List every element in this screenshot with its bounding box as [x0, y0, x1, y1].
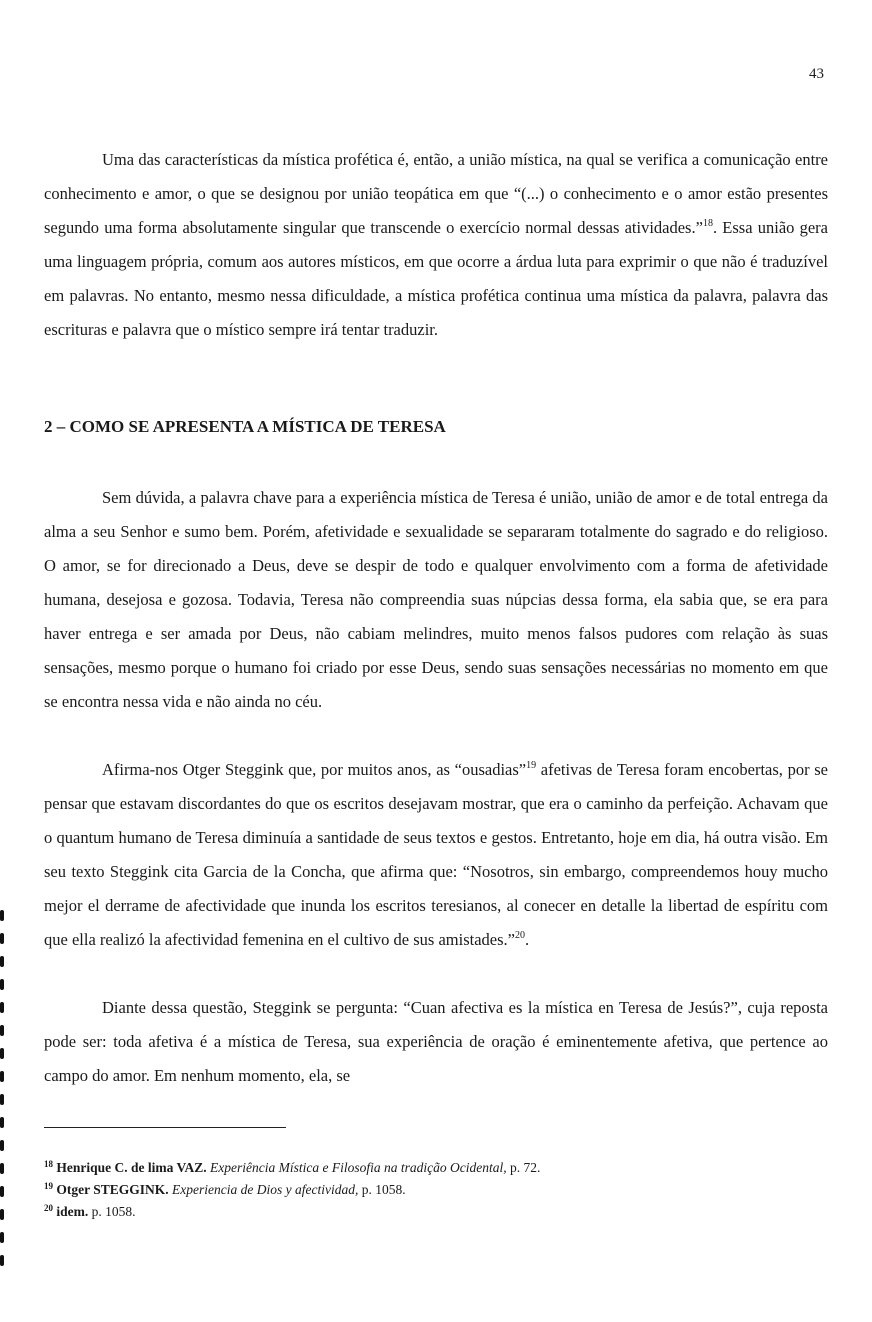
footnote-author: idem.	[56, 1204, 89, 1219]
binder-holes	[0, 910, 6, 1310]
binder-mark	[0, 910, 4, 921]
section-heading: 2 – COMO SE APRESENTA A MÍSTICA DE TERESA	[44, 417, 446, 436]
binder-mark	[0, 1232, 4, 1243]
footnote-ref-18: 18	[702, 218, 713, 229]
footnote-title: Experiencia de Dios y afectividad,	[172, 1182, 359, 1197]
paragraph-1-text: Uma das características da mística profética é, então, a união mística, na qual se verifica a comunicação entre conhecimento e amor, o que se designou por união teopática em que “(...) o conhecimento e o amor estão presentes segundo uma forma absolutamente singular que transcende o exercício normal dessas atividades.”	[44, 150, 828, 237]
paragraph-3-text-end: .	[524, 930, 530, 949]
footnote-ref-20: 20	[514, 930, 525, 941]
paragraph-4: Diante dessa questão, Steggink se pergunta: “Cuan afectiva es la mística en Teresa de Jesús?”, cuja reposta pode ser: toda afetiva é a mística de Teresa, sua experiência de oração é eminentemente afetiva, que pertence ao campo do amor. Em nenhum momento, ela, se	[44, 998, 828, 1085]
paragraph-1	[44, 143, 828, 347]
footnote-page: p. 1058.	[361, 1182, 406, 1197]
footnote-19	[44, 1177, 540, 1199]
binder-mark	[0, 1140, 4, 1151]
binder-mark	[0, 1071, 4, 1082]
footnote-author: Henrique C. de lima VAZ.	[56, 1160, 207, 1175]
paragraph-1-text-cont: . Essa união gera uma linguagem própria, comum aos autores místicos, em que ocorre a árdua luta para exprimir o que não é traduzível em palavras. No entanto, mesmo nessa dificuldade, a mística profética continua uma mística da palavra, palavra das escrituras e palavra que o místico sempre irá tentar traduzir.	[44, 218, 828, 339]
binder-mark	[0, 1209, 4, 1220]
binder-mark	[0, 956, 4, 967]
paragraph-2: Sem dúvida, a palavra chave para a experiência mística de Teresa é união, união de amor e de total entrega da alma a seu Senhor e sumo bem. Porém, afetividade e sexualidade se separaram totalmente do sagrado e do religioso. O amor, se for direcionado a Deus, deve se despir de todo e qualquer envolvimento com a forma de afetividade humana, desejosa e gozosa. Todavia, Teresa não compreendia suas núpcias dessa forma, ela sabia que, se era para haver entrega e ser amada por Deus, não cabiam melindres, muito menos falsos pudores com relação às suas sensações, mesmo porque o humano foi criado por esse Deus, sendo suas sensações necessárias no momento em que se encontra nessa vida e não ainda no céu.	[44, 488, 828, 711]
binder-mark	[0, 1094, 4, 1105]
footnote-18	[44, 1155, 540, 1177]
binder-mark	[0, 1048, 4, 1059]
binder-mark	[0, 1255, 4, 1266]
footnote-page: p. 1058.	[91, 1204, 136, 1219]
footnote-title: Experiência Mística e Filosofia na tradição Ocidental,	[210, 1160, 507, 1175]
footnote-divider	[44, 1127, 286, 1128]
footnote-author: Otger STEGGINK.	[56, 1182, 169, 1197]
footnote-number: 19	[44, 1181, 53, 1191]
binder-mark	[0, 1002, 4, 1013]
footnote-ref-19: 19	[526, 760, 537, 771]
binder-mark	[0, 1117, 4, 1128]
paragraph-3-text: Afirma-nos Otger Steggink que, por muitos anos, as “ousadias”	[102, 760, 527, 779]
page-number: 43	[809, 66, 824, 82]
footnotes	[44, 1155, 540, 1221]
paragraph-3	[44, 753, 828, 957]
binder-mark	[0, 933, 4, 944]
footnote-20	[44, 1199, 540, 1221]
footnote-page: p. 72.	[509, 1160, 541, 1175]
binder-mark	[0, 1025, 4, 1036]
footnote-number: 18	[44, 1159, 53, 1169]
binder-mark	[0, 979, 4, 990]
paragraph-3-text-cont: afetivas de Teresa foram encobertas, por se pensar que estavam discordantes do que os escritos desejavam mostrar, que era o caminho da perfeição. Achavam que o quantum humano de Teresa diminuía a santidade de seus textos e gestos. Entretanto, hoje em dia, há outra visão. Em seu texto Steggink cita Garcia de la Concha, que afirma que: “Nosotros, sin embargo, compreendemos houy mucho mejor el derrame de afectividade que inunda los escritos teresianos, al conecer en detalle la libertad de espíritu com que ella realizó la afectividad femenina en el cultivo de sus amistades.”	[44, 760, 828, 949]
footnote-number: 20	[44, 1203, 53, 1213]
binder-mark	[0, 1163, 4, 1174]
binder-mark	[0, 1186, 4, 1197]
